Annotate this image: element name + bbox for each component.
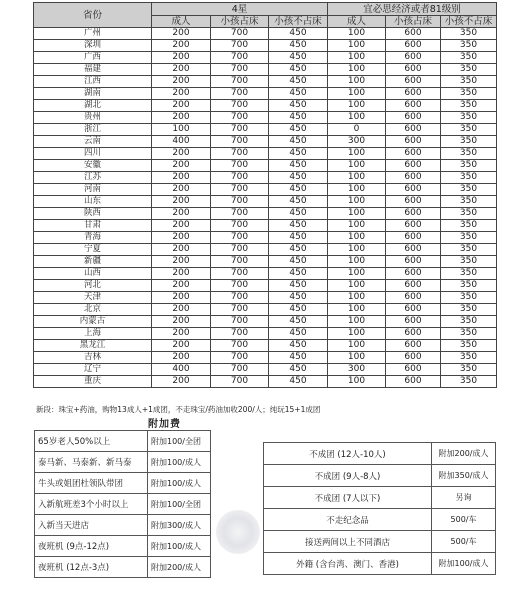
price-4star-adult: 200 xyxy=(152,76,211,88)
price-4star-adult: 200 xyxy=(152,328,211,340)
price-economy-child-nobed: 350 xyxy=(441,148,497,160)
price-4star-adult: 200 xyxy=(152,220,211,232)
price-4star-adult: 200 xyxy=(152,64,211,76)
province-cell: 浙江 xyxy=(34,124,152,136)
table-row xyxy=(34,208,497,220)
price-economy-adult: 100 xyxy=(328,232,386,244)
price-economy-adult: 100 xyxy=(328,64,386,76)
price-economy-adult: 100 xyxy=(328,256,386,268)
price-economy-adult: 300 xyxy=(328,364,386,376)
fee-item: 不成团 (7人以下) xyxy=(264,487,432,509)
price-4star-adult: 200 xyxy=(152,304,211,316)
province-cell: 陕西 xyxy=(34,208,152,220)
price-economy-child-nobed: 350 xyxy=(441,376,497,388)
price-4star-child-nobed: 450 xyxy=(269,124,328,136)
price-4star-child-bed: 700 xyxy=(211,184,269,196)
price-economy-child-nobed: 350 xyxy=(441,112,497,124)
price-4star-child-bed: 700 xyxy=(211,88,269,100)
price-4star-child-nobed: 450 xyxy=(269,196,328,208)
table-row xyxy=(34,328,497,340)
table-row xyxy=(34,376,497,388)
price-4star-adult: 200 xyxy=(152,100,211,112)
table-row xyxy=(34,148,497,160)
province-cell: 山西 xyxy=(34,268,152,280)
price-economy-child-nobed: 350 xyxy=(441,220,497,232)
price-economy-child-nobed: 350 xyxy=(441,52,497,64)
price-4star-adult: 200 xyxy=(152,244,211,256)
price-economy-child-bed: 600 xyxy=(386,196,441,208)
price-economy-child-nobed: 350 xyxy=(441,28,497,40)
province-header: 省份 xyxy=(34,3,152,28)
price-4star-child-nobed: 450 xyxy=(269,28,328,40)
price-economy-child-nobed: 350 xyxy=(441,136,497,148)
price-economy-adult: 100 xyxy=(328,196,386,208)
price-economy-child-nobed: 350 xyxy=(441,88,497,100)
price-economy-child-nobed: 350 xyxy=(441,256,497,268)
price-economy-adult: 100 xyxy=(328,160,386,172)
price-4star-child-bed: 700 xyxy=(211,28,269,40)
price-4star-adult: 200 xyxy=(152,376,211,388)
price-economy-child-bed: 600 xyxy=(386,112,441,124)
table-row xyxy=(34,244,497,256)
province-cell: 江苏 xyxy=(34,172,152,184)
price-economy-adult: 100 xyxy=(328,40,386,52)
fee-row xyxy=(35,515,211,536)
price-economy-adult: 100 xyxy=(328,28,386,40)
price-4star-child-bed: 700 xyxy=(211,292,269,304)
price-4star-child-nobed: 450 xyxy=(269,352,328,364)
price-4star-child-nobed: 450 xyxy=(269,160,328,172)
price-economy-adult: 0 xyxy=(328,124,386,136)
price-economy-adult: 100 xyxy=(328,376,386,388)
price-4star-child-bed: 700 xyxy=(211,124,269,136)
price-economy-child-nobed: 350 xyxy=(441,208,497,220)
fee-item: 夜班机 (9点-12点) xyxy=(35,536,148,557)
price-4star-adult: 200 xyxy=(152,292,211,304)
table-row xyxy=(34,196,497,208)
price-4star-adult: 200 xyxy=(152,88,211,100)
fee-price: 附加300/成人 xyxy=(148,515,211,536)
province-cell: 天津 xyxy=(34,292,152,304)
fee-price: 附加100/成人 xyxy=(432,553,496,575)
price-economy-child-bed: 600 xyxy=(386,160,441,172)
province-cell: 福建 xyxy=(34,64,152,76)
price-4star-child-bed: 700 xyxy=(211,352,269,364)
price-economy-child-nobed: 350 xyxy=(441,340,497,352)
price-4star-child-nobed: 450 xyxy=(269,220,328,232)
fee-item: 不成团 (12人-10人) xyxy=(264,443,432,465)
price-economy-child-bed: 600 xyxy=(386,88,441,100)
fee-row xyxy=(264,531,496,553)
price-economy-child-nobed: 350 xyxy=(441,184,497,196)
province-cell: 山东 xyxy=(34,196,152,208)
price-4star-child-bed: 700 xyxy=(211,268,269,280)
province-cell: 内蒙古 xyxy=(34,316,152,328)
price-economy-child-bed: 600 xyxy=(386,172,441,184)
fee-item: 夜班机 (12点-3点) xyxy=(35,557,148,578)
price-4star-adult: 200 xyxy=(152,40,211,52)
table-row xyxy=(34,52,497,64)
price-table xyxy=(33,2,497,388)
province-cell: 黑龙江 xyxy=(34,340,152,352)
price-economy-adult: 100 xyxy=(328,148,386,160)
fee-row xyxy=(35,494,211,515)
province-cell: 青海 xyxy=(34,232,152,244)
sub-header-child-bed: 小孩占床 xyxy=(211,16,269,28)
fee-item: 牛头或姐团杜领队带团 xyxy=(35,473,148,494)
price-4star-adult: 200 xyxy=(152,28,211,40)
price-economy-child-bed: 600 xyxy=(386,124,441,136)
price-4star-adult: 200 xyxy=(152,172,211,184)
price-economy-child-nobed: 350 xyxy=(441,292,497,304)
price-4star-child-nobed: 450 xyxy=(269,112,328,124)
price-economy-child-bed: 600 xyxy=(386,316,441,328)
price-economy-child-bed: 600 xyxy=(386,280,441,292)
price-economy-child-bed: 600 xyxy=(386,184,441,196)
sub-header-child-nobed: 小孩不占床 xyxy=(269,16,328,28)
province-cell: 深圳 xyxy=(34,40,152,52)
price-4star-adult: 200 xyxy=(152,208,211,220)
price-economy-adult: 100 xyxy=(328,184,386,196)
price-economy-child-bed: 600 xyxy=(386,364,441,376)
price-economy-child-bed: 600 xyxy=(386,100,441,112)
price-4star-child-nobed: 450 xyxy=(269,256,328,268)
province-cell: 广西 xyxy=(34,52,152,64)
province-cell: 湖南 xyxy=(34,88,152,100)
price-economy-child-nobed: 350 xyxy=(441,172,497,184)
price-economy-child-nobed: 350 xyxy=(441,316,497,328)
price-4star-adult: 200 xyxy=(152,280,211,292)
price-economy-adult: 100 xyxy=(328,340,386,352)
table-row xyxy=(34,88,497,100)
price-economy-child-bed: 600 xyxy=(386,76,441,88)
price-economy-child-bed: 600 xyxy=(386,208,441,220)
price-economy-adult: 100 xyxy=(328,316,386,328)
price-economy-child-nobed: 350 xyxy=(441,124,497,136)
fee-price: 附加200/成人 xyxy=(432,443,496,465)
table-row xyxy=(34,352,497,364)
price-4star-adult: 200 xyxy=(152,316,211,328)
price-4star-child-nobed: 450 xyxy=(269,340,328,352)
price-4star-child-bed: 700 xyxy=(211,280,269,292)
price-4star-child-nobed: 450 xyxy=(269,304,328,316)
price-4star-child-bed: 700 xyxy=(211,208,269,220)
province-cell: 江西 xyxy=(34,76,152,88)
table-row xyxy=(34,40,497,52)
price-table-body xyxy=(34,28,497,388)
price-economy-child-bed: 600 xyxy=(386,244,441,256)
fee-row xyxy=(35,557,211,578)
province-cell: 河南 xyxy=(34,184,152,196)
price-economy-adult: 100 xyxy=(328,244,386,256)
fee-row xyxy=(35,536,211,557)
fee-item: 泰马新、马泰新、新马泰 xyxy=(35,452,148,473)
fee-row xyxy=(264,509,496,531)
group-header-economy: 宜必思经济或者81级别 xyxy=(328,3,497,16)
price-economy-child-nobed: 350 xyxy=(441,64,497,76)
price-economy-child-bed: 600 xyxy=(386,376,441,388)
price-4star-child-bed: 700 xyxy=(211,232,269,244)
price-economy-child-bed: 600 xyxy=(386,220,441,232)
blurred-watermark-circle xyxy=(216,510,260,554)
fee-row xyxy=(35,452,211,473)
fee-table-left-body xyxy=(35,431,211,578)
price-4star-child-nobed: 450 xyxy=(269,52,328,64)
table-row xyxy=(34,172,497,184)
table-row xyxy=(34,76,497,88)
price-economy-child-nobed: 350 xyxy=(441,160,497,172)
fee-item: 65岁老人50%以上 xyxy=(35,431,148,452)
price-economy-child-bed: 600 xyxy=(386,52,441,64)
price-4star-child-nobed: 450 xyxy=(269,232,328,244)
price-4star-child-bed: 700 xyxy=(211,376,269,388)
price-economy-child-nobed: 350 xyxy=(441,100,497,112)
province-cell: 四川 xyxy=(34,148,152,160)
fee-price: 附加200/成人 xyxy=(148,557,211,578)
table-row xyxy=(34,28,497,40)
fee-item: 不走纪念品 xyxy=(264,509,432,531)
price-economy-adult: 100 xyxy=(328,280,386,292)
province-cell: 重庆 xyxy=(34,376,152,388)
price-economy-child-nobed: 350 xyxy=(441,196,497,208)
price-4star-child-bed: 700 xyxy=(211,316,269,328)
price-economy-child-nobed: 350 xyxy=(441,304,497,316)
price-4star-child-bed: 700 xyxy=(211,52,269,64)
price-4star-child-bed: 700 xyxy=(211,244,269,256)
province-cell: 河北 xyxy=(34,280,152,292)
price-4star-child-bed: 700 xyxy=(211,256,269,268)
price-economy-adult: 100 xyxy=(328,292,386,304)
province-cell: 宁夏 xyxy=(34,244,152,256)
price-economy-child-bed: 600 xyxy=(386,148,441,160)
price-economy-child-nobed: 350 xyxy=(441,328,497,340)
price-4star-child-nobed: 450 xyxy=(269,328,328,340)
price-economy-adult: 100 xyxy=(328,304,386,316)
fee-row xyxy=(264,553,496,575)
price-4star-child-nobed: 450 xyxy=(269,184,328,196)
fee-price: 附加100/成人 xyxy=(148,452,211,473)
price-4star-child-nobed: 450 xyxy=(269,148,328,160)
province-cell: 云南 xyxy=(34,136,152,148)
price-4star-adult: 200 xyxy=(152,148,211,160)
price-economy-adult: 100 xyxy=(328,208,386,220)
price-economy-child-bed: 600 xyxy=(386,304,441,316)
sub-header-child-bed: 小孩占床 xyxy=(386,16,441,28)
table-row xyxy=(34,220,497,232)
price-4star-child-nobed: 450 xyxy=(269,292,328,304)
price-economy-adult: 100 xyxy=(328,52,386,64)
fee-item: 入新航班差3个小时以上 xyxy=(35,494,148,515)
fee-section-title: 附加费 xyxy=(148,419,181,430)
fee-price: 500/车 xyxy=(432,531,496,553)
price-economy-child-bed: 600 xyxy=(386,28,441,40)
price-4star-adult: 400 xyxy=(152,136,211,148)
price-4star-child-nobed: 450 xyxy=(269,316,328,328)
table-row xyxy=(34,64,497,76)
price-economy-child-bed: 600 xyxy=(386,256,441,268)
fee-price: 附加350/成人 xyxy=(432,465,496,487)
fee-price: 附加100/成人 xyxy=(148,473,211,494)
price-4star-child-bed: 700 xyxy=(211,220,269,232)
price-economy-child-nobed: 350 xyxy=(441,352,497,364)
price-economy-adult: 100 xyxy=(328,172,386,184)
price-4star-child-nobed: 450 xyxy=(269,64,328,76)
price-4star-child-bed: 700 xyxy=(211,40,269,52)
price-economy-adult: 100 xyxy=(328,100,386,112)
province-cell: 新疆 xyxy=(34,256,152,268)
price-4star-adult: 200 xyxy=(152,256,211,268)
province-cell: 北京 xyxy=(34,304,152,316)
price-4star-child-nobed: 450 xyxy=(269,376,328,388)
sub-header-child-nobed: 小孩不占床 xyxy=(441,16,497,28)
fee-item: 入新当天进店 xyxy=(35,515,148,536)
price-4star-child-nobed: 450 xyxy=(269,244,328,256)
price-economy-child-bed: 600 xyxy=(386,292,441,304)
price-4star-child-bed: 700 xyxy=(211,364,269,376)
price-4star-child-bed: 700 xyxy=(211,304,269,316)
fee-price: 附加100/成人 xyxy=(148,536,211,557)
province-cell: 安徽 xyxy=(34,160,152,172)
province-cell: 上海 xyxy=(34,328,152,340)
price-4star-child-nobed: 450 xyxy=(269,208,328,220)
table-row xyxy=(34,112,497,124)
price-4star-child-nobed: 450 xyxy=(269,76,328,88)
table-row xyxy=(34,304,497,316)
price-economy-adult: 100 xyxy=(328,328,386,340)
fee-item: 外籍 (含台湾、澳门、香港) xyxy=(264,553,432,575)
price-4star-adult: 200 xyxy=(152,196,211,208)
fee-row xyxy=(264,465,496,487)
province-cell: 广州 xyxy=(34,28,152,40)
table-row xyxy=(34,316,497,328)
price-economy-child-nobed: 350 xyxy=(441,244,497,256)
price-4star-child-nobed: 450 xyxy=(269,100,328,112)
price-economy-child-bed: 600 xyxy=(386,232,441,244)
price-economy-child-bed: 600 xyxy=(386,40,441,52)
table-row xyxy=(34,268,497,280)
price-economy-adult: 100 xyxy=(328,352,386,364)
price-4star-child-nobed: 450 xyxy=(269,88,328,100)
price-economy-child-nobed: 350 xyxy=(441,40,497,52)
fee-row xyxy=(35,431,211,452)
table-row xyxy=(34,364,497,376)
price-4star-child-bed: 700 xyxy=(211,100,269,112)
price-economy-adult: 100 xyxy=(328,112,386,124)
price-4star-child-bed: 700 xyxy=(211,148,269,160)
price-4star-adult: 400 xyxy=(152,364,211,376)
price-4star-child-nobed: 450 xyxy=(269,172,328,184)
fee-price: 附加100/全团 xyxy=(148,431,211,452)
price-4star-child-bed: 700 xyxy=(211,64,269,76)
fee-item: 接送两间以上不同酒店 xyxy=(264,531,432,553)
price-4star-child-nobed: 450 xyxy=(269,280,328,292)
price-4star-child-bed: 700 xyxy=(211,172,269,184)
table-row xyxy=(34,256,497,268)
group-header-4star: 4星 xyxy=(152,3,328,16)
table-row xyxy=(34,292,497,304)
price-4star-child-bed: 700 xyxy=(211,160,269,172)
price-4star-adult: 200 xyxy=(152,184,211,196)
price-4star-child-bed: 700 xyxy=(211,340,269,352)
price-economy-adult: 100 xyxy=(328,76,386,88)
province-cell: 吉林 xyxy=(34,352,152,364)
table-row xyxy=(34,124,497,136)
purchase-note: 新段：珠宝+药油，购物13成人+1成团，不走珠宝/药油加收200/人；纯玩15+1成团 xyxy=(36,405,321,414)
price-4star-adult: 200 xyxy=(152,268,211,280)
table-row xyxy=(34,136,497,148)
fee-item: 不成团 (9人-8人) xyxy=(264,465,432,487)
price-4star-child-bed: 700 xyxy=(211,112,269,124)
table-row xyxy=(34,160,497,172)
price-economy-child-nobed: 350 xyxy=(441,76,497,88)
price-4star-child-nobed: 450 xyxy=(269,364,328,376)
province-cell: 甘肃 xyxy=(34,220,152,232)
table-row xyxy=(34,232,497,244)
price-4star-child-nobed: 450 xyxy=(269,268,328,280)
price-economy-child-nobed: 350 xyxy=(441,268,497,280)
fee-row xyxy=(264,443,496,465)
price-economy-child-bed: 600 xyxy=(386,64,441,76)
sub-header-adult: 成人 xyxy=(328,16,386,28)
price-4star-child-bed: 700 xyxy=(211,196,269,208)
price-economy-child-bed: 600 xyxy=(386,352,441,364)
price-4star-adult: 200 xyxy=(152,352,211,364)
price-4star-adult: 200 xyxy=(152,112,211,124)
sub-header-adult: 成人 xyxy=(152,16,211,28)
price-4star-child-bed: 700 xyxy=(211,76,269,88)
price-economy-adult: 300 xyxy=(328,136,386,148)
price-4star-child-nobed: 450 xyxy=(269,40,328,52)
price-economy-child-nobed: 350 xyxy=(441,280,497,292)
price-economy-adult: 100 xyxy=(328,268,386,280)
price-4star-adult: 200 xyxy=(152,232,211,244)
price-economy-child-bed: 600 xyxy=(386,340,441,352)
fee-row xyxy=(35,473,211,494)
fee-table-right xyxy=(263,442,496,575)
fee-table-left xyxy=(34,430,211,578)
price-economy-child-nobed: 350 xyxy=(441,232,497,244)
price-4star-child-nobed: 450 xyxy=(269,136,328,148)
price-economy-child-bed: 600 xyxy=(386,268,441,280)
price-4star-adult: 200 xyxy=(152,52,211,64)
price-economy-child-bed: 600 xyxy=(386,136,441,148)
fee-price: 另询 xyxy=(432,487,496,509)
table-row xyxy=(34,184,497,196)
price-4star-adult: 100 xyxy=(152,124,211,136)
fee-price: 附加100/全团 xyxy=(148,494,211,515)
table-row xyxy=(34,280,497,292)
price-economy-child-nobed: 350 xyxy=(441,364,497,376)
price-4star-adult: 200 xyxy=(152,340,211,352)
price-economy-child-bed: 600 xyxy=(386,328,441,340)
province-cell: 贵州 xyxy=(34,112,152,124)
fee-price: 500/车 xyxy=(432,509,496,531)
fee-table-right-body xyxy=(264,443,496,575)
price-4star-child-bed: 700 xyxy=(211,328,269,340)
table-row xyxy=(34,340,497,352)
price-4star-child-bed: 700 xyxy=(211,136,269,148)
province-cell: 辽宁 xyxy=(34,364,152,376)
price-economy-adult: 100 xyxy=(328,220,386,232)
province-cell: 湖北 xyxy=(34,100,152,112)
price-economy-adult: 100 xyxy=(328,88,386,100)
price-4star-adult: 200 xyxy=(152,160,211,172)
table-row xyxy=(34,100,497,112)
fee-row xyxy=(264,487,496,509)
